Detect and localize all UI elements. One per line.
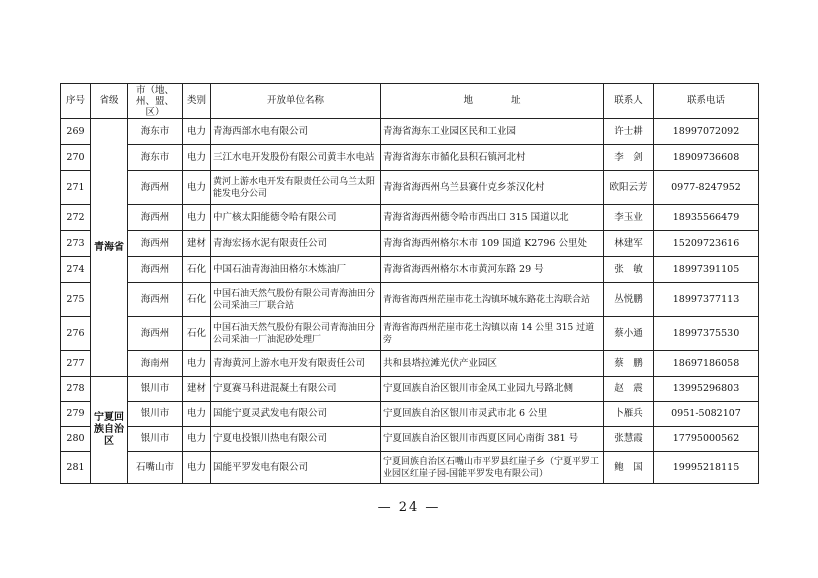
row-unit-name: 国能宁夏灵武发电有限公司: [211, 402, 381, 427]
province-cell-ningxia: 宁夏回族自治区: [91, 377, 128, 484]
row-phone: 0977-8247952: [654, 171, 759, 205]
table-row: [61, 171, 759, 205]
row-phone: 18997375530: [654, 317, 759, 351]
row-category: 石化: [183, 257, 211, 283]
table-row: [61, 402, 759, 427]
header-contact: 联系人: [604, 84, 654, 119]
row-phone: 18909736608: [654, 145, 759, 171]
table-row: [61, 283, 759, 317]
row-phone: 0951-5082107: [654, 402, 759, 427]
page-number: — 24 —: [377, 500, 441, 515]
row-seq: 273: [61, 231, 91, 257]
row-seq: 271: [61, 171, 91, 205]
row-city: 海西州: [128, 171, 183, 205]
row-city: 海西州: [128, 231, 183, 257]
row-contact: 张慧霞: [604, 427, 654, 452]
row-address: 宁夏回族自治区银川市西夏区同心南街 381 号: [381, 427, 604, 452]
row-category: 电力: [183, 119, 211, 145]
row-phone: 18997377113: [654, 283, 759, 317]
row-seq: 269: [61, 119, 91, 145]
header-address: 地 址: [381, 84, 604, 119]
row-city: 海西州: [128, 257, 183, 283]
row-phone: 15209723616: [654, 231, 759, 257]
row-city: 银川市: [128, 427, 183, 452]
row-seq: 279: [61, 402, 91, 427]
row-unit-name: 中广核太阳能德令哈有限公司: [211, 205, 381, 231]
header-seq: 序号: [61, 84, 91, 119]
row-phone: 18997391105: [654, 257, 759, 283]
row-address: 青海省海西州格尔木市黄河东路 29 号: [381, 257, 604, 283]
header-category: 类别: [183, 84, 211, 119]
row-city: 海西州: [128, 205, 183, 231]
row-category: 电力: [183, 402, 211, 427]
row-address: 青海省海西州德令哈市西出口 315 国道以北: [381, 205, 604, 231]
province-cell-qinghai: 青海省: [91, 119, 128, 377]
header-phone: 联系电话: [654, 84, 759, 119]
row-contact: 李玉业: [604, 205, 654, 231]
row-category: 石化: [183, 317, 211, 351]
row-contact: 许士耕: [604, 119, 654, 145]
table-row: [61, 452, 759, 484]
header-unit-name: 开放单位名称: [211, 84, 381, 119]
row-seq: 277: [61, 351, 91, 377]
row-category: 电力: [183, 452, 211, 484]
row-address: 青海省海西州茫崖市花土沟镇环城东路花土沟联合站: [381, 283, 604, 317]
row-address: 青海省海东市循化县积石镇河北村: [381, 145, 604, 171]
row-unit-name: 中国石油青海油田格尔木炼油厂: [211, 257, 381, 283]
header-province: 省级: [91, 84, 128, 119]
row-city: 银川市: [128, 402, 183, 427]
row-city: 银川市: [128, 377, 183, 402]
row-city: 海东市: [128, 145, 183, 171]
row-address: 宁夏回族自治区银川市灵武市北 6 公里: [381, 402, 604, 427]
header-row: [61, 84, 759, 119]
row-contact: 李 剑: [604, 145, 654, 171]
row-unit-name: 中国石油天然气股份有限公司青海油田分公司采油三厂联合站: [211, 283, 381, 317]
row-contact: 蔡 鹏: [604, 351, 654, 377]
row-contact: 赵 震: [604, 377, 654, 402]
row-address: 共和县塔拉滩光伏产业园区: [381, 351, 604, 377]
row-city: 海西州: [128, 317, 183, 351]
row-contact: 卜雁兵: [604, 402, 654, 427]
row-category: 电力: [183, 427, 211, 452]
row-phone: 18697186058: [654, 351, 759, 377]
row-contact: 鲍 国: [604, 452, 654, 484]
row-unit-name: 国能平罗发电有限公司: [211, 452, 381, 484]
table-row: [61, 145, 759, 171]
row-seq: 274: [61, 257, 91, 283]
row-category: 建材: [183, 231, 211, 257]
row-contact: 丛悦鹏: [604, 283, 654, 317]
row-city: 海西州: [128, 283, 183, 317]
row-unit-name: 青海西部水电有限公司: [211, 119, 381, 145]
row-unit-name: 青海宏扬水泥有限责任公司: [211, 231, 381, 257]
row-seq: 275: [61, 283, 91, 317]
row-address: 宁夏回族自治区银川市金凤工业园九号路北侧: [381, 377, 604, 402]
row-phone: 19995218115: [654, 452, 759, 484]
row-city: 海南州: [128, 351, 183, 377]
row-category: 建材: [183, 377, 211, 402]
table-row: [61, 351, 759, 377]
row-unit-name: 三江水电开发股份有限公司黄丰水电站: [211, 145, 381, 171]
row-seq: 280: [61, 427, 91, 452]
table-row: [61, 257, 759, 283]
row-city: 海东市: [128, 119, 183, 145]
row-address: 青海省海西州茫崖市花土沟镇以南 14 公里 315 过道旁: [381, 317, 604, 351]
row-address: 青海省海西州格尔木市 109 国道 K2796 公里处: [381, 231, 604, 257]
header-city: 市（地、州、盟、区）: [128, 84, 183, 119]
row-contact: 欧阳云芳: [604, 171, 654, 205]
row-unit-name: 宁夏赛马科进混凝土有限公司: [211, 377, 381, 402]
row-unit-name: 宁夏电投银川热电有限公司: [211, 427, 381, 452]
row-category: 石化: [183, 283, 211, 317]
enterprise-table: [60, 83, 759, 484]
row-seq: 281: [61, 452, 91, 484]
table-row: [61, 377, 759, 402]
row-contact: 蔡小通: [604, 317, 654, 351]
row-unit-name: 中国石油天然气股份有限公司青海油田分公司采油一厂油泥砂处理厂: [211, 317, 381, 351]
table-row: [61, 427, 759, 452]
row-seq: 276: [61, 317, 91, 351]
row-phone: 18935566479: [654, 205, 759, 231]
table-row: [61, 231, 759, 257]
table-row: [61, 317, 759, 351]
table-row: [61, 205, 759, 231]
row-address: 宁夏回族自治区石嘴山市平罗县红崖子乡（宁夏平罗工业园区红崖子园-国能平罗发电有限公司）: [381, 452, 604, 484]
row-seq: 272: [61, 205, 91, 231]
row-phone: 13995296803: [654, 377, 759, 402]
row-unit-name: 黄河上游水电开发有限责任公司乌兰太阳能发电分公司: [211, 171, 381, 205]
row-seq: 278: [61, 377, 91, 402]
row-phone: 17795000562: [654, 427, 759, 452]
row-contact: 张 敏: [604, 257, 654, 283]
row-address: 青海省海东工业园区民和工业园: [381, 119, 604, 145]
row-category: 电力: [183, 145, 211, 171]
row-seq: 270: [61, 145, 91, 171]
row-phone: 18997072092: [654, 119, 759, 145]
row-category: 电力: [183, 351, 211, 377]
row-category: 电力: [183, 205, 211, 231]
row-unit-name: 青海黄河上游水电开发有限责任公司: [211, 351, 381, 377]
row-category: 电力: [183, 171, 211, 205]
row-address: 青海省海西州乌兰县赛什克乡茶汉化村: [381, 171, 604, 205]
row-city: 石嘴山市: [128, 452, 183, 484]
row-contact: 林建军: [604, 231, 654, 257]
table-row: [61, 119, 759, 145]
